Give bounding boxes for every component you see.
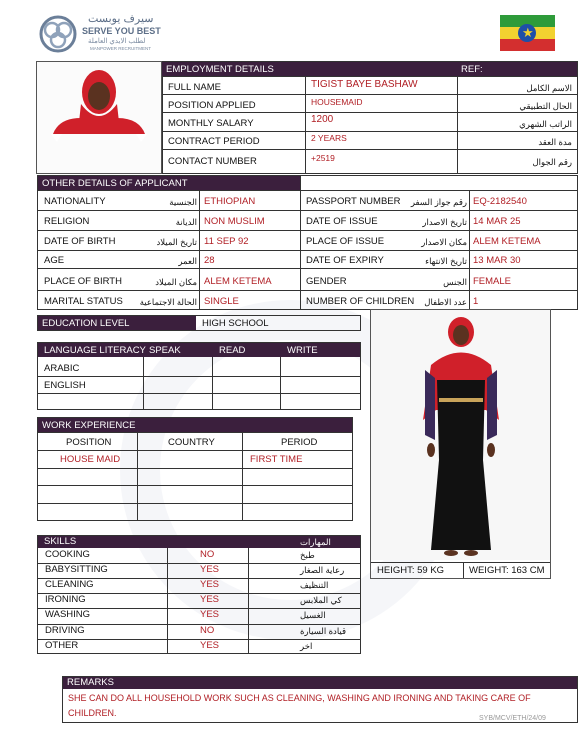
skill-ar: رعاية الصغار (300, 565, 345, 575)
logo-mark-icon (38, 14, 78, 54)
work-experience-header-label: WORK EXPERIENCE (42, 420, 136, 431)
weight-label: WEIGHT: 163 CM (469, 565, 545, 576)
other-value-right: 1 (473, 296, 479, 307)
other-value-right: ALEM KETEMA (473, 236, 541, 247)
skill-ar: قيادة السيارة (300, 626, 347, 636)
other-label-right: GENDER (306, 276, 347, 287)
other-ar-right: تاريخ الاصدار (422, 217, 467, 227)
work-col-period: PERIOD (281, 437, 318, 448)
remarks-line2: CHILDREN. (68, 708, 117, 718)
other-ar-right: عدد الاطفال (424, 297, 467, 307)
other-value-left: 28 (204, 255, 215, 266)
document-code: SYB/MCV/ETH/24/09 (479, 715, 546, 722)
other-label-left: MARITAL STATUS (44, 296, 123, 307)
applicant-portrait (36, 61, 162, 174)
other-ar-right: رقم جواز السفر (410, 197, 467, 207)
other-value-left: SINGLE (204, 296, 239, 307)
other-ar-left: الحالة الاجتماعية (139, 297, 197, 307)
skill-label: OTHER (45, 640, 79, 651)
ethiopia-flag-icon: ★ (500, 15, 555, 51)
other-label-left: DATE OF BIRTH (44, 236, 116, 247)
other-ar-left: الجنسية (169, 197, 197, 207)
other-details-header-label: OTHER DETAILS OF APPLICANT (42, 178, 188, 189)
other-value-left: 11 SEP 92 (204, 236, 249, 247)
work-experience-header (38, 418, 352, 432)
contract-period-label: CONTRACT PERIOD (168, 136, 260, 147)
other-value-right: FEMALE (473, 276, 512, 287)
skill-value: NO (200, 549, 215, 560)
remarks-line1: SHE CAN DO ALL HOUSEHOLD WORK SUCH AS CLEANING, WASHING AND IRONING AND TAKING CARE OF (68, 693, 531, 703)
other-label-right: PLACE OF ISSUE (306, 236, 385, 247)
position-applied-ar: الحال التطبيقي (519, 101, 572, 111)
monthly-salary-ar: الراتب الشهري (519, 119, 572, 129)
education-value: HIGH SCHOOL (202, 318, 269, 329)
logo-sub2: MANPOWER RECRUITMENT (90, 46, 151, 51)
other-label-left: AGE (44, 255, 65, 266)
skills-header-label: SKILLS (44, 536, 77, 547)
work-col-position: POSITION (66, 437, 112, 448)
work-row-position: HOUSE MAID (60, 454, 121, 465)
employment-header-label: EMPLOYMENT DETAILS (166, 64, 274, 75)
other-ar-right: مكان الاصدار (421, 237, 467, 247)
other-details-header (38, 176, 300, 190)
full-name-label: FULL NAME (168, 82, 221, 93)
contract-period-value: 2 YEARS (311, 133, 347, 143)
skill-value: YES (200, 564, 220, 575)
contact-number-value: +2519 (311, 153, 335, 163)
skill-label: BABYSITTING (45, 564, 108, 575)
skill-value: YES (200, 579, 220, 590)
position-applied-label: POSITION APPLIED (168, 100, 256, 111)
logo-text-ar: سيرف يوبست (88, 13, 154, 25)
other-value-left: ALEM KETEMA (204, 276, 272, 287)
applicant-full-photo (370, 309, 551, 579)
ref-header (457, 62, 577, 76)
language-header-3: WRITE (287, 345, 318, 356)
language-header-2: READ (219, 345, 246, 356)
skill-ar: اخر (300, 641, 313, 651)
contact-number-ar: رقم الجوال (532, 157, 572, 167)
position-applied-value: HOUSEMAID (311, 97, 363, 107)
skill-label: CLEANING (45, 579, 94, 590)
language-header-0: LANGUAGE LITERACY (44, 345, 146, 356)
full-name-value: TIGIST BAYE BASHAW (311, 79, 418, 90)
skill-ar: كي الملابس (300, 595, 342, 605)
remarks-header-label: REMARKS (67, 677, 114, 688)
skill-label: IRONING (45, 594, 86, 605)
contact-number-label: CONTACT NUMBER (168, 156, 257, 167)
language-row-arabic: ARABIC (44, 363, 80, 374)
language-header-1: SPEAK (149, 345, 181, 356)
skill-ar: التنظيف (300, 580, 329, 590)
ref-label: REF: (461, 64, 483, 75)
monthly-salary-value: 1200 (311, 114, 334, 125)
skill-value: YES (200, 640, 220, 651)
logo-sub: لطلب الايدي العاملة (88, 38, 146, 45)
other-label-left: PLACE OF BIRTH (44, 276, 122, 287)
other-label-right: PASSPORT NUMBER (306, 196, 401, 207)
other-ar-right: الجنس (443, 277, 467, 287)
skill-label: COOKING (45, 549, 90, 560)
full-name-ar: الاسم الكامل (526, 83, 572, 93)
skill-ar: طبخ (300, 550, 315, 560)
other-ar-left: تاريخ الميلاد (156, 237, 197, 247)
remarks-header (63, 677, 163, 689)
height-label: HEIGHT: 59 KG (377, 565, 445, 576)
other-ar-right: تاريخ الانتهاء (425, 256, 467, 266)
other-ar-left: الديانة (175, 217, 197, 227)
skill-value: YES (200, 594, 220, 605)
logo-text-en: SERVE YOU BEST (82, 26, 161, 36)
employment-header (162, 62, 457, 76)
other-ar-left: مكان الميلاد (155, 277, 197, 287)
skill-ar: الغسيل (300, 610, 326, 620)
other-label-right: NUMBER OF CHILDREN (306, 296, 415, 307)
language-row-english: ENGLISH (44, 380, 86, 391)
skills-header-ar: المهارات (300, 537, 331, 547)
education-label (38, 316, 196, 330)
education-label-text: EDUCATION LEVEL (42, 318, 130, 329)
skill-value: YES (200, 609, 220, 620)
other-value-left: NON MUSLIM (204, 216, 265, 227)
monthly-salary-label: MONTHLY SALARY (168, 118, 254, 129)
other-label-right: DATE OF EXPIRY (306, 255, 384, 266)
company-logo (38, 12, 188, 56)
other-value-left: ETHIOPIAN (204, 196, 256, 207)
other-label-left: NATIONALITY (44, 196, 106, 207)
other-label-right: DATE OF ISSUE (306, 216, 378, 227)
remarks-header-bar (163, 677, 577, 689)
contract-period-ar: مدة العقد (538, 137, 572, 147)
skill-label: WASHING (45, 609, 91, 620)
other-label-left: RELIGION (44, 216, 90, 227)
other-value-right: 13 MAR 30 (473, 255, 521, 266)
other-value-right: EQ-2182540 (473, 196, 527, 207)
work-col-country: COUNTRY (168, 437, 215, 448)
other-value-right: 14 MAR 25 (473, 216, 521, 227)
skill-label: DRIVING (45, 625, 85, 636)
work-row-period: FIRST TIME (250, 454, 303, 465)
other-ar-left: العمر (178, 256, 197, 266)
skill-value: NO (200, 625, 215, 636)
